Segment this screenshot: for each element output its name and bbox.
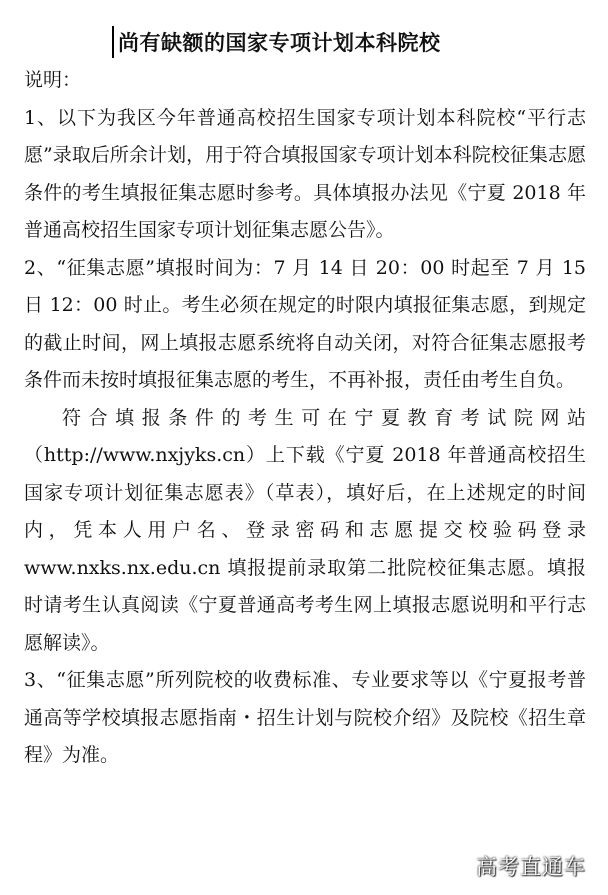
watermark-label: 高考直通车: [476, 855, 586, 879]
paragraph-2: 2、“征集志愿”填报时间为：7 月 14 日 20：00 时起至 7 月 15 日 12：00 时止。考生必须在规定的时限内填报征集志愿，到规定的截止时间，网上填报志愿系统将自动关闭，对符合征集志愿报考条件而未按时填报征集志愿的考生，不再补报，责任由考生自负。: [24, 256, 586, 391]
document-title: 尚有缺额的国家专项计划本科院校: [118, 31, 441, 55]
text-cursor: [112, 26, 114, 58]
notes-heading: 说明：: [24, 69, 82, 91]
paragraph-4: 3、“征集志愿”所列院校的收费标准、专业要求等以《宁夏报考普通高等学校填报志愿指南・招生计划与院校介绍》及院校《招生章程》为准。: [24, 669, 586, 766]
paragraph-1: 1、以下为我区今年普通高校招生国家专项计划本科院校“平行志愿”录取后所余计划，用于符合填报国家专项计划本科院校征集志愿条件的考生填报征集志愿时参考。具体填报办法见《宁夏 2018 年普通高校招生国家专项计划征集志愿公告》。: [24, 106, 586, 241]
title-block: [112, 24, 441, 60]
paragraph-3: 符合填报条件的考生可在宁夏教育考试院网站（http://www.nxjyks.cn）上下载《宁夏 2018 年普通高校招生国家专项计划征集志愿表》（草表），填好后，在上述规定的时间内，凭本人用户名、登录密码和志愿提交校验码登录 www.nxks.nx.edu.cn 填报提前录取第二批院校征集志愿。填报时请考生认真阅读《宁夏普通高考考生网上填报志愿说明和平行志愿解读》。: [24, 406, 586, 654]
document-body: [24, 62, 586, 775]
